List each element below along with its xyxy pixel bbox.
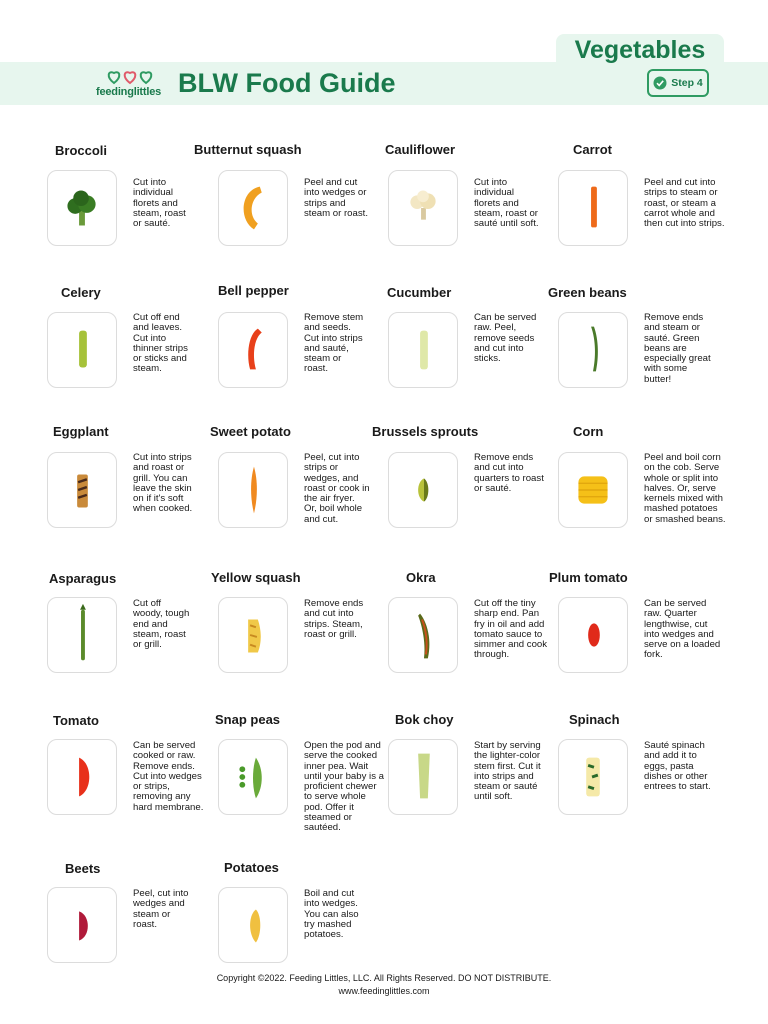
food-desc-sweet-potato: Peel, cut into strips or wedges, and roast or cook in the air fryer. Or, boil whole and cut. [304,452,370,525]
celery-icon [48,313,116,387]
food-desc-plum-tomato: Can be served raw. Quarter lengthwise, cut into wedges and serve on a loaded fork. [644,598,721,661]
food-desc-carrot: Peel and cut into strips to steam or roast, or steam a carrot whole and then cut into strips. [644,177,725,230]
food-name-cucumber: Cucumber [387,285,452,300]
food-desc-celery: Cut off end and leaves. Cut into thinner strips or sticks and steam. [133,312,188,375]
food-desc-spinach: Sauté spinach and add it to eggs, pasta dishes or other entrees to start. [644,740,711,793]
food-photo-tomato [47,739,117,815]
green-beans-icon [559,313,627,387]
food-desc-bok-choy: Start by serving the lighter-color stem first. Cut it into strips and steam or sauté until soft. [474,740,541,803]
corn-icon [559,453,627,527]
food-name-spinach: Spinach [569,712,620,727]
footer-copyright: Copyright ©2022. Feeding Littles, LLC. All Rights Reserved. DO NOT DISTRIBUTE. [216,973,552,983]
asparagus-icon [48,598,116,672]
food-desc-eggplant: Cut into strips and roast or grill. You can leave the skin on if it's soft when cooked. [133,452,193,515]
cucumber-icon [389,313,457,387]
page-title: BLW Food Guide [178,68,396,98]
food-desc-yellow-squash: Remove ends and cut into strips. Steam, roast or grill. [304,598,364,640]
food-desc-tomato: Can be served cooked or raw. Remove ends. Cut into wedges or strips, removing any hard membrane. [133,740,204,813]
plum-tomato-icon [559,598,627,672]
food-photo-brussels-sprouts [388,452,458,528]
food-name-bell-pepper: Bell pepper [218,283,289,298]
food-desc-cauliflower: Cut into individual florets and steam, roast or sauté until soft. [474,177,539,230]
okra-icon [389,598,457,672]
food-name-butternut-squash: Butternut squash [194,142,302,157]
food-name-potatoes: Potatoes [224,860,279,875]
food-name-snap-peas: Snap peas [215,712,281,727]
food-photo-celery [47,312,117,388]
food-name-eggplant: Eggplant [53,424,109,439]
carrot-icon [559,171,627,245]
food-desc-brussels-sprouts: Remove ends and cut into quarters to roast or sauté. [474,452,544,494]
bell-pepper-icon [219,313,287,387]
tomato-icon [48,740,116,814]
sweet-potato-icon [219,453,287,527]
category-title: Vegetables [574,36,706,64]
food-photo-broccoli [47,170,117,246]
food-name-broccoli: Broccoli [55,143,108,158]
brussels-sprouts-icon [389,453,457,527]
eggplant-icon [48,453,116,527]
food-photo-potatoes [218,887,288,963]
cauliflower-icon [389,171,457,245]
food-name-asparagus: Asparagus [49,571,117,586]
food-desc-potatoes: Boil and cut into wedges. You can also try mashed potatoes. [304,888,359,941]
food-desc-beets: Peel, cut into wedges and steam or roast. [133,888,189,930]
food-name-corn: Corn [573,424,604,439]
beets-icon [48,888,116,962]
food-photo-sweet-potato [218,452,288,528]
food-name-brussels-sprouts: Brussels sprouts [372,424,479,439]
bok-choy-icon [389,740,457,814]
logo-text: feedinglittles [96,86,162,98]
food-photo-cucumber [388,312,458,388]
food-photo-eggplant [47,452,117,528]
food-name-sweet-potato: Sweet potato [210,424,291,439]
yellow-squash-icon [219,598,287,672]
food-desc-snap-peas: Open the pod and serve the cooked inner pea. Wait until your baby is a proficient chewer to serve whole pod. Offer it steamed or sautéed. [304,740,384,834]
step-label: Step 4 [671,77,703,89]
food-photo-cauliflower [388,170,458,246]
food-name-beets: Beets [65,861,101,876]
food-photo-yellow-squash [218,597,288,673]
footer [0,972,768,998]
food-photo-green-beans [558,312,628,388]
food-photo-spinach [558,739,628,815]
food-photo-plum-tomato [558,597,628,673]
food-name-okra: Okra [406,570,436,585]
food-desc-butternut-squash: Peel and cut into wedges or strips and steam or roast. [304,177,368,219]
food-desc-cucumber: Can be served raw. Peel, remove seeds and cut into sticks. [474,312,537,365]
snap-peas-icon [219,740,287,814]
step-badge [647,69,709,97]
food-name-celery: Celery [61,285,101,300]
food-name-bok-choy: Bok choy [395,712,454,727]
food-desc-asparagus: Cut off woody, tough end and steam, roast or grill. [133,598,190,651]
food-name-carrot: Carrot [573,142,613,157]
food-desc-okra: Cut off the tiny sharp end. Pan fry in oil and add tomato sauce to simmer and cook through. [474,598,548,661]
food-photo-butternut-squash [218,170,288,246]
butternut-squash-icon [219,171,287,245]
food-desc-broccoli: Cut into individual florets and steam, roast or sauté. [133,177,186,230]
food-name-plum-tomato: Plum tomato [549,570,628,585]
food-photo-beets [47,887,117,963]
food-name-cauliflower: Cauliflower [385,142,456,157]
footer-url[interactable]: www.feedinglittles.com [338,986,430,996]
broccoli-icon [48,171,116,245]
food-photo-corn [558,452,628,528]
potatoes-icon [219,888,287,962]
food-name-tomato: Tomato [53,713,99,728]
food-desc-bell-pepper: Remove stem and seeds. Cut into strips and sauté, steam or roast. [304,312,364,375]
food-desc-corn: Peel and boil corn on the cob. Serve whole or split into halves. Or, serve kernels mixed with mashed potatoes or smashed beans. [644,452,726,525]
spinach-icon [559,740,627,814]
food-photo-okra [388,597,458,673]
food-photo-snap-peas [218,739,288,815]
food-name-green-beans: Green beans [548,285,627,300]
food-photo-asparagus [47,597,117,673]
check-circle-icon [653,76,667,90]
food-name-yellow-squash: Yellow squash [211,570,301,585]
food-desc-green-beans: Remove ends and steam or sauté. Green beans are especially great with some butter! [644,312,711,385]
food-photo-bell-pepper [218,312,288,388]
food-photo-bok-choy [388,739,458,815]
food-photo-carrot [558,170,628,246]
